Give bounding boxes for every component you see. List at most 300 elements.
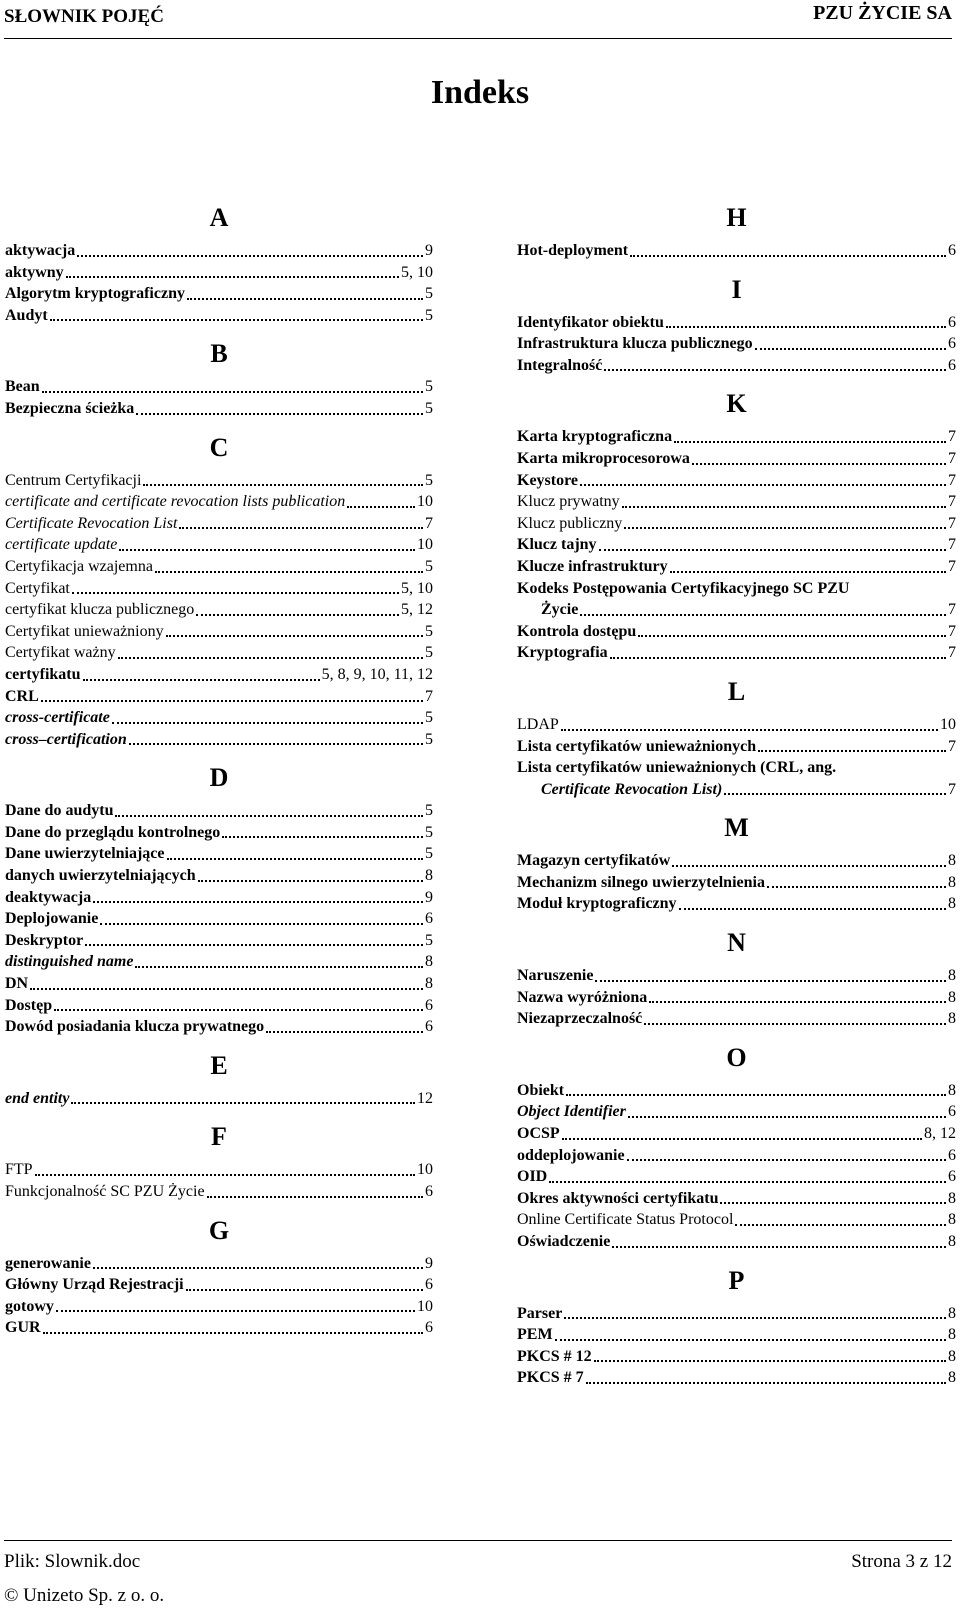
index-pages: 7 [425, 514, 433, 532]
index-pages: 6 [425, 1018, 433, 1036]
index-term: Dostęp [5, 996, 53, 1014]
index-pages: 5 [425, 709, 433, 727]
index-term: LDAP [517, 715, 559, 733]
index-entry [517, 333, 956, 355]
index-entry [5, 930, 433, 952]
dot-leader [612, 1246, 946, 1248]
index-pages: 8 [948, 1304, 956, 1322]
index-entry [517, 642, 956, 664]
index-entry [5, 686, 433, 708]
index-term: cross-certificate [5, 709, 110, 727]
dot-leader [580, 484, 946, 486]
index-term: Dane do przeglądu kontrolnego [5, 823, 221, 841]
index-pages: 5 [425, 730, 433, 748]
index-term: Audyt [5, 306, 48, 324]
index-entry [517, 1367, 956, 1389]
dot-leader [85, 944, 423, 946]
index-entry [5, 908, 433, 930]
index-pages: 5, 8, 9, 10, 11, 12 [321, 665, 433, 683]
index-term: OCSP [517, 1125, 560, 1143]
index-entry [5, 729, 433, 751]
index-entry [517, 736, 956, 758]
index-entry [517, 872, 956, 894]
index-entry [5, 843, 433, 865]
index-entry [5, 556, 433, 578]
index-term: oddeplojowanie [517, 1146, 625, 1164]
index-pages: 6 [425, 996, 433, 1014]
header-right-title: PZU ŻYCIE SA [813, 2, 952, 24]
dot-leader [586, 1382, 946, 1384]
index-term: Object Identifier [517, 1103, 626, 1121]
index-term: Dane uwierzytelniające [5, 845, 165, 863]
index-pages: 5 [425, 644, 433, 662]
dot-leader [187, 298, 423, 300]
index-pages: 7 [948, 622, 956, 640]
index-term: certyfikatu [5, 665, 81, 683]
index-pages: 10 [417, 493, 433, 511]
index-pages: 5 [425, 471, 433, 489]
dot-leader [610, 657, 946, 659]
index-entry [5, 513, 433, 535]
dot-leader [50, 319, 423, 321]
index-entry [517, 513, 956, 535]
dot-leader [112, 722, 423, 724]
dot-leader [595, 980, 946, 982]
index-entry [5, 800, 433, 822]
index-pages: 6 [948, 1103, 956, 1121]
dot-leader [56, 1310, 415, 1312]
index-pages: 5 [425, 378, 433, 396]
dot-leader [670, 571, 946, 573]
index-entry [5, 1296, 433, 1318]
dot-leader [83, 679, 320, 681]
dot-leader [674, 441, 946, 443]
index-term: certificate update [5, 536, 118, 554]
index-pages: 5 [425, 306, 433, 324]
index-term-first-line: Lista certyfikatów unieważnionych (CRL, ang. [517, 759, 837, 777]
index-pages: 8 [948, 873, 956, 891]
dot-leader [66, 276, 399, 278]
index-entry [5, 1181, 433, 1203]
index-pages: 8 [948, 988, 956, 1006]
index-term: Niezaprzeczalność [517, 1010, 643, 1028]
index-entry [5, 995, 433, 1017]
dot-leader [118, 657, 423, 659]
dot-leader [119, 549, 415, 551]
index-term: aktywacja [5, 242, 76, 259]
dot-leader [42, 391, 423, 393]
dot-leader [136, 413, 423, 415]
index-pages: 8 [425, 867, 433, 885]
index-entry [517, 426, 956, 448]
index-term: Magazyn certyfikatów [517, 852, 671, 870]
index-term: Keystore [517, 471, 579, 489]
index-pages: 5, 12 [401, 601, 433, 619]
index-pages: 8 [948, 895, 956, 913]
index-term: Klucz prywatny [517, 493, 620, 511]
index-term: Oświadczenie [517, 1233, 611, 1250]
index-pages: 8 [948, 1233, 956, 1250]
dot-leader [599, 549, 946, 551]
index-term: Certificate Revocation List) [541, 780, 723, 798]
index-entry [517, 1145, 956, 1167]
index-entry [517, 556, 956, 578]
index-term: Funkcjonalność SC PZU Życie [5, 1183, 205, 1200]
dot-leader [179, 527, 423, 529]
dot-leader [135, 966, 423, 968]
index-pages: 5 [425, 399, 433, 417]
index-entry [5, 707, 433, 729]
index-pages: 7 [948, 737, 956, 755]
dot-leader [555, 1339, 946, 1341]
index-entry [517, 599, 956, 621]
index-entry [517, 850, 956, 872]
index-entry [517, 893, 956, 915]
index-term: Online Certificate Status Protocol [517, 1211, 734, 1229]
section-letter: D [209, 763, 229, 793]
dot-leader [735, 1224, 946, 1226]
index-entry [517, 1209, 956, 1231]
index-pages: 6 [948, 242, 956, 259]
index-pages: 5 [425, 845, 433, 863]
index-entry [517, 621, 956, 643]
index-term: Karta mikroprocesorowa [517, 449, 690, 467]
dot-leader [638, 635, 946, 637]
index-pages: 5 [425, 557, 433, 575]
index-term: Centrum Certyfikacji [5, 471, 142, 489]
index-term: Życie [541, 601, 579, 619]
dot-leader [627, 1159, 946, 1161]
index-entry [5, 283, 433, 305]
index-entry [5, 262, 433, 284]
index-entry [517, 312, 956, 334]
index-entry-multiline [517, 578, 956, 621]
index-entry [5, 1016, 433, 1038]
index-entry [5, 578, 433, 600]
index-pages: 7 [425, 687, 433, 705]
index-term: distinguished name [5, 953, 134, 971]
section-letter: N [727, 928, 746, 958]
dot-leader [93, 1267, 423, 1269]
dot-leader [758, 750, 946, 752]
index-term: OID [517, 1168, 548, 1186]
dot-leader [562, 1138, 922, 1140]
footer-file-name: Plik: Slownik.doc [4, 1551, 141, 1572]
section-letter: K [726, 389, 747, 419]
index-pages: 5 [425, 285, 433, 303]
section-letter: B [210, 339, 228, 369]
index-entry [517, 1324, 956, 1346]
index-entry [5, 240, 433, 262]
index-pages: 8 [425, 953, 433, 971]
index-pages: 7 [948, 536, 956, 554]
index-entry [5, 951, 433, 973]
index-pages: 10 [940, 715, 956, 733]
index-pages: 6 [425, 1276, 433, 1294]
page-header [4, 0, 952, 39]
section-letter: E [210, 1050, 228, 1080]
dot-leader [72, 592, 399, 594]
index-term: gotowy [5, 1297, 54, 1315]
index-term: Główny Urząd Rejestracji [5, 1276, 184, 1294]
index-entry [517, 1303, 956, 1325]
index-pages: 7 [948, 601, 956, 619]
index-entry [517, 534, 956, 556]
dot-leader [155, 571, 423, 573]
index-pages: 9 [425, 242, 433, 259]
index-term: aktywny [5, 263, 64, 281]
dot-leader [143, 484, 423, 486]
dot-leader [30, 988, 423, 990]
index-pages: 8, 12 [924, 1125, 956, 1143]
index-term: PKCS # 12 [517, 1347, 592, 1365]
index-term: Kontrola dostępu [517, 622, 637, 640]
section-letter: H [726, 203, 747, 232]
dot-leader [604, 369, 946, 371]
index-pages: 6 [425, 1319, 433, 1337]
index-pages: 8 [948, 1369, 956, 1387]
index-entry [5, 1274, 433, 1296]
index-pages: 5 [425, 823, 433, 841]
index-term: Klucze infrastruktury [517, 557, 668, 575]
dot-leader [594, 1360, 946, 1362]
index-column-left [5, 196, 433, 1339]
index-term: Integralność [517, 356, 603, 374]
dot-leader [672, 865, 946, 867]
index-term: Algorytm kryptograficzny [5, 285, 185, 303]
index-term: Certyfikat ważny [5, 644, 116, 662]
index-term: generowanie [5, 1254, 91, 1272]
index-term: CRL [5, 687, 39, 705]
index-entry [5, 1159, 433, 1181]
footer-page-number: Strona 3 z 12 [851, 1551, 952, 1572]
section-letter: I [731, 274, 742, 304]
index-term: PEM [517, 1326, 553, 1344]
index-pages: 10 [417, 1297, 433, 1315]
index-term: Bean [5, 378, 40, 396]
index-term: Karta kryptograficzna [517, 428, 673, 446]
index-entry [5, 887, 433, 909]
index-term: Naruszenie [517, 967, 594, 985]
index-pages: 8 [948, 1010, 956, 1028]
dot-leader [580, 614, 946, 616]
index-pages: 6 [948, 313, 956, 331]
dot-leader [624, 527, 946, 529]
dot-leader [628, 1116, 946, 1118]
index-entry [517, 448, 956, 470]
index-entry [517, 1123, 956, 1145]
dot-leader [561, 729, 938, 731]
index-pages: 10 [417, 536, 433, 554]
index-pages: 5, 10 [401, 579, 433, 597]
index-entry [517, 714, 956, 736]
index-entry [5, 1253, 433, 1275]
index-term: Klucz publiczny [517, 514, 623, 532]
index-entry [517, 965, 956, 987]
index-term: Parser [517, 1304, 563, 1322]
dot-leader [622, 506, 946, 508]
dot-leader [100, 923, 423, 925]
index-term: Certyfikat unieważniony [5, 622, 164, 640]
index-pages: 7 [948, 428, 956, 446]
index-pages: 10 [417, 1161, 433, 1179]
index-pages: 7 [948, 493, 956, 511]
dot-leader [54, 1009, 423, 1011]
dot-leader [222, 836, 423, 838]
index-term: danych uwierzytelniających [5, 867, 196, 885]
index-entry [5, 491, 433, 513]
index-term: Certificate Revocation List [5, 514, 178, 532]
index-entry [5, 599, 433, 621]
index-entry [517, 491, 956, 513]
index-entry [517, 355, 956, 377]
dot-leader [644, 1023, 946, 1025]
section-letter: A [209, 203, 229, 232]
index-term: Mechanizm silnego uwierzytelnienia [517, 873, 765, 891]
index-entry [517, 1101, 956, 1123]
index-entry [517, 1166, 956, 1188]
index-pages: 6 [948, 1146, 956, 1164]
index-pages: 7 [948, 644, 956, 662]
index-pages: 7 [948, 557, 956, 575]
dot-leader [347, 506, 415, 508]
index-entry [5, 642, 433, 664]
dot-leader [630, 255, 946, 257]
dot-leader [566, 1094, 946, 1096]
dot-leader [649, 1001, 946, 1003]
index-term: end entity [5, 1089, 70, 1107]
index-pages: 7 [948, 780, 956, 798]
index-term: deaktywacja [5, 888, 92, 906]
index-pages: 8 [948, 1211, 956, 1229]
index-entry [5, 470, 433, 492]
dot-leader [43, 1332, 423, 1334]
index-entry [517, 470, 956, 492]
index-pages: 6 [948, 356, 956, 374]
index-term: Kryptografia [517, 644, 608, 662]
dot-leader [755, 348, 946, 350]
dot-leader [207, 1196, 423, 1198]
section-letter: M [724, 813, 749, 843]
index-term: Deplojowanie [5, 910, 99, 928]
dot-leader [266, 1031, 423, 1033]
index-pages: 8 [948, 852, 956, 870]
index-entry [517, 779, 956, 801]
dot-leader [198, 880, 423, 882]
index-entry [5, 1317, 433, 1339]
section-letter: C [209, 432, 229, 462]
index-term: Identyfikator obiektu [517, 313, 664, 331]
index-entry [517, 1080, 956, 1102]
index-term: Obiekt [517, 1081, 565, 1099]
index-entry [5, 305, 433, 327]
index-term: cross–certification [5, 730, 127, 748]
page-title: Indeks [430, 74, 530, 111]
section-letter: F [211, 1122, 227, 1152]
dot-leader [549, 1181, 946, 1183]
index-entry-multiline [517, 757, 956, 800]
index-term: Certyfikacja wzajemna [5, 557, 153, 575]
index-term: certyfikat klucza publicznego [5, 601, 195, 619]
index-term: DN [5, 975, 29, 993]
index-entry [517, 987, 956, 1009]
index-pages: 7 [948, 449, 956, 467]
index-entry [5, 865, 433, 887]
index-term: Bezpieczna ścieżka [5, 399, 135, 417]
index-term: Klucz tajny [517, 536, 597, 554]
dot-leader [666, 326, 946, 328]
dot-leader [767, 886, 946, 888]
index-entry [517, 240, 956, 262]
index-entry [517, 1008, 956, 1030]
section-letter: O [726, 1042, 747, 1072]
index-term: Dane do audytu [5, 802, 114, 820]
index-pages: 8 [948, 1326, 956, 1344]
index-pages: 9 [425, 888, 433, 906]
index-entry [5, 398, 433, 420]
index-pages: 5, 10 [401, 263, 433, 281]
section-letter: L [727, 676, 746, 706]
index-entry [517, 1188, 956, 1210]
index-term: Moduł kryptograficzny [517, 895, 677, 913]
index-term-first-line: Kodeks Postępowania Certyfikacyjnego SC PZU [517, 579, 850, 597]
index-term: Hot-deployment [517, 242, 629, 259]
index-pages: 6 [948, 1168, 956, 1186]
dot-leader [564, 1317, 946, 1319]
index-entry [5, 534, 433, 556]
index-term: PKCS # 7 [517, 1369, 584, 1387]
dot-leader [679, 908, 946, 910]
dot-leader [93, 901, 423, 903]
index-pages: 8 [425, 975, 433, 993]
index-term: Dowód posiadania klucza prywatnego [5, 1018, 265, 1036]
section-letter: G [208, 1215, 230, 1245]
index-entry [517, 1231, 956, 1253]
dot-leader [167, 858, 423, 860]
index-term: Certyfikat [5, 579, 70, 597]
index-entry [5, 1088, 433, 1110]
index-term: Deskryptor [5, 931, 84, 949]
index-pages: 8 [948, 1189, 956, 1207]
index-pages: 5 [425, 802, 433, 820]
index-pages: 9 [425, 1254, 433, 1272]
index-term: Nazwa wyróżniona [517, 988, 648, 1006]
section-letter: P [728, 1265, 745, 1295]
dot-leader [186, 1289, 423, 1291]
index-entry [517, 1346, 956, 1368]
index-term: GUR [5, 1319, 41, 1337]
index-entry [5, 973, 433, 995]
index-term: FTP [5, 1161, 33, 1179]
index-term: Okres aktywności certyfikatu [517, 1189, 719, 1207]
index-pages: 7 [948, 514, 956, 532]
index-entry [5, 822, 433, 844]
index-pages: 5 [425, 931, 433, 949]
index-pages: 12 [417, 1089, 433, 1107]
index-pages: 8 [948, 967, 956, 985]
index-pages: 5 [425, 622, 433, 640]
dot-leader [720, 1202, 946, 1204]
page-footer [4, 1540, 952, 1606]
footer-copyright: © Unizeto Sp. z o. o. [4, 1585, 165, 1606]
index-pages: 6 [948, 335, 956, 353]
index-column-right [517, 196, 956, 1389]
index-entry [5, 664, 433, 686]
index-pages: 6 [425, 1183, 433, 1200]
index-entry [5, 376, 433, 398]
header-left-title: SŁOWNIK POJĘĆ [4, 6, 164, 27]
dot-leader [41, 700, 423, 702]
